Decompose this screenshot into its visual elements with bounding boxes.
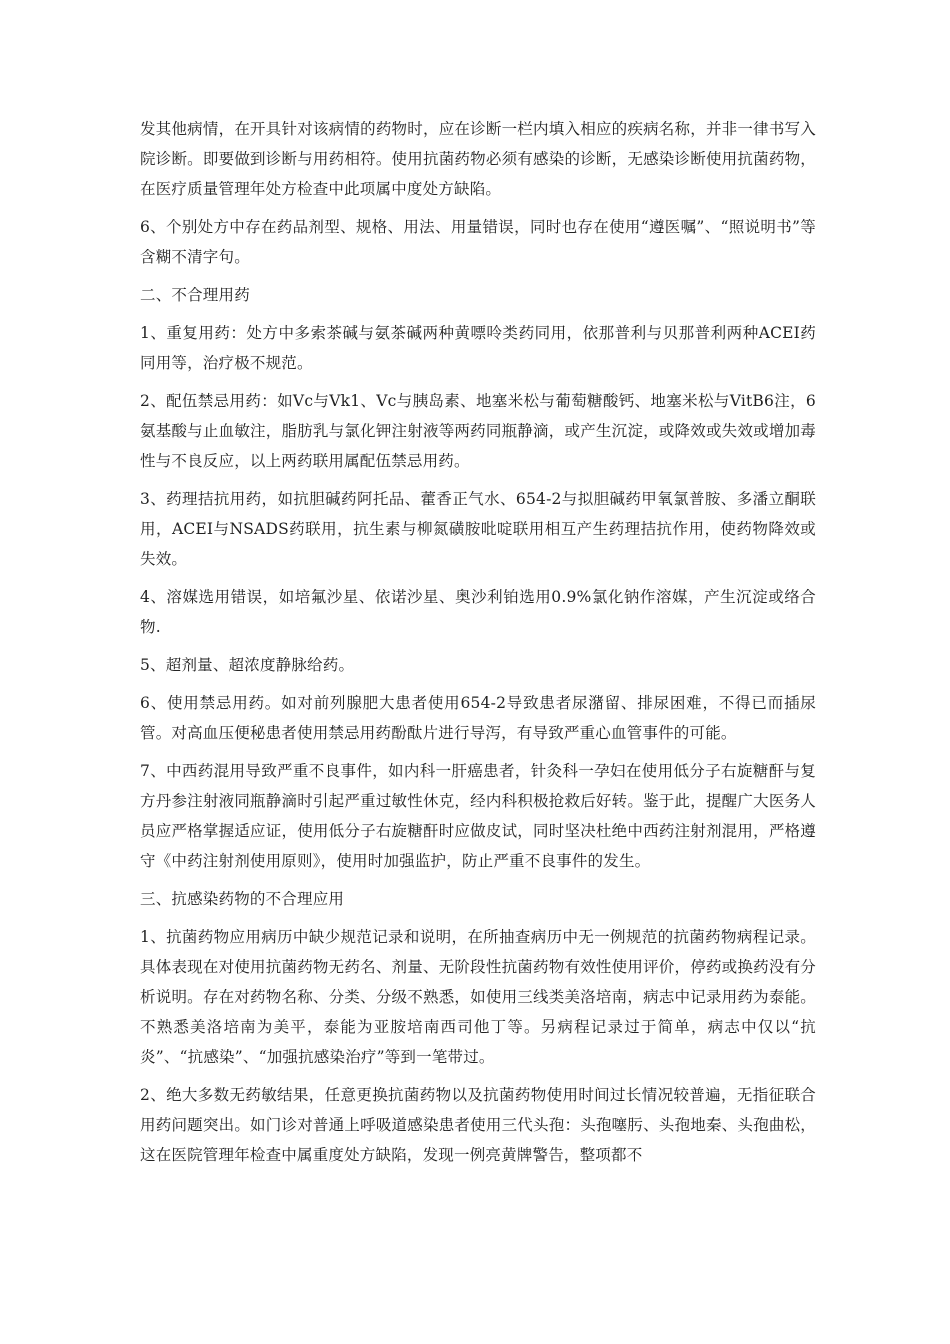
paragraph-item-1-duplicate-drugs: 1、重复用药：处方中多索茶碱与氨茶碱两种黄嘌呤类药同用，依那普利与贝那普利两种ACEI药同用等，治疗极不规范。	[140, 324, 816, 372]
document-page	[140, 114, 816, 1178]
paragraph-item-4-solvent-error: 4、溶媒选用错误，如培氟沙星、依诺沙星、奥沙利铂选用0.9%氯化钠作溶媒，产生沉淀或络合物.	[140, 588, 816, 636]
paragraph-item-1-records: 1、抗菌药物应用病历中缺少规范记录和说明，在所抽查病历中无一例规范的抗菌药物病程记录。具体表现在对使用抗菌药物无药名、剂量、无阶段性抗菌药物有效性使用评价，停药或换药没有分析说明。存在对药物名称、分类、分级不熟悉，如使用三线类美洛培南，病志中记录用药为泰能。不熟悉美洛培南为美平，泰能为亚胺培南西司他丁等。另病程记录过于简单，病志中仅以“抗炎”、“抗感染”、“加强抗感染治疗”等到一笔带过。	[140, 928, 816, 1066]
paragraph-item-2-incompatibility: 2、配伍禁忌用药：如Vc与Vk1、Vc与胰岛素、地塞米松与葡萄糖酸钙、地塞米松与VitB6注，6氨基酸与止血敏注，脂肪乳与氯化钾注射液等两药同瓶静滴，或产生沉淀，或降效或失效或增加毒性与不良反应，以上两药联用属配伍禁忌用药。	[140, 392, 816, 470]
paragraph-item-3-antagonism: 3、药理拮抗用药，如抗胆碱药阿托品、藿香正气水、654-2与拟胆碱药甲氧氯普胺、多潘立酮联用，ACEI与NSADS药联用，抗生素与柳氮磺胺吡啶联用相互产生药理拮抗作用，使药物降效或失效。	[140, 490, 816, 568]
section-heading-anti-infective: 三、抗感染药物的不合理应用	[140, 890, 345, 908]
paragraph-item-6-contraindicated: 6、使用禁忌用药。如对前列腺肥大患者使用654-2导致患者尿潴留、排尿困难，不得已而插尿管。对高血压便秘患者使用禁忌用药酚酞片进行导泻，有导致严重心血管事件的可能。	[140, 694, 816, 742]
paragraph-item-6-prescription-errors: 6、个别处方中存在药品剂型、规格、用法、用量错误，同时也存在使用“遵医嘱”、“照说明书”等含糊不清字句。	[140, 218, 816, 266]
section-heading-irrational-drug-use: 二、不合理用药	[140, 286, 250, 304]
paragraph-continuation: 发其他病情，在开具针对该病情的药物时，应在诊断一栏内填入相应的疾病名称，并非一律书写入院诊断。即要做到诊断与用药相符。使用抗菌药物必须有感染的诊断，无感染诊断使用抗菌药物，在医疗质量管理年处方检查中此项属中度处方缺陷。	[140, 120, 816, 198]
paragraph-item-2-sensitivity: 2、绝大多数无药敏结果，任意更换抗菌药物以及抗菌药物使用时间过长情况较普遍，无指征联合用药问题突出。如门诊对普通上呼吸道感染患者使用三代头孢：头孢噻肟、头孢地秦、头孢曲松，这在医院管理年检查中属重度处方缺陷，发现一例亮黄牌警告，整项都不	[140, 1086, 816, 1164]
paragraph-item-7-mixed-medicine: 7、中西药混用导致严重不良事件，如内科一肝癌患者，针灸科一孕妇在使用低分子右旋糖酐与复方丹参注射液同瓶静滴时引起严重过敏性休克，经内科积极抢救后好转。鉴于此，提醒广大医务人员应严格掌握适应证，使用低分子右旋糖酐时应做皮试，同时坚决杜绝中西药注射剂混用，严格遵守《中药注射剂使用原则》，使用时加强监护，防止严重不良事件的发生。	[140, 762, 816, 870]
paragraph-item-5-overdose: 5、超剂量、超浓度静脉给药。	[140, 656, 355, 674]
